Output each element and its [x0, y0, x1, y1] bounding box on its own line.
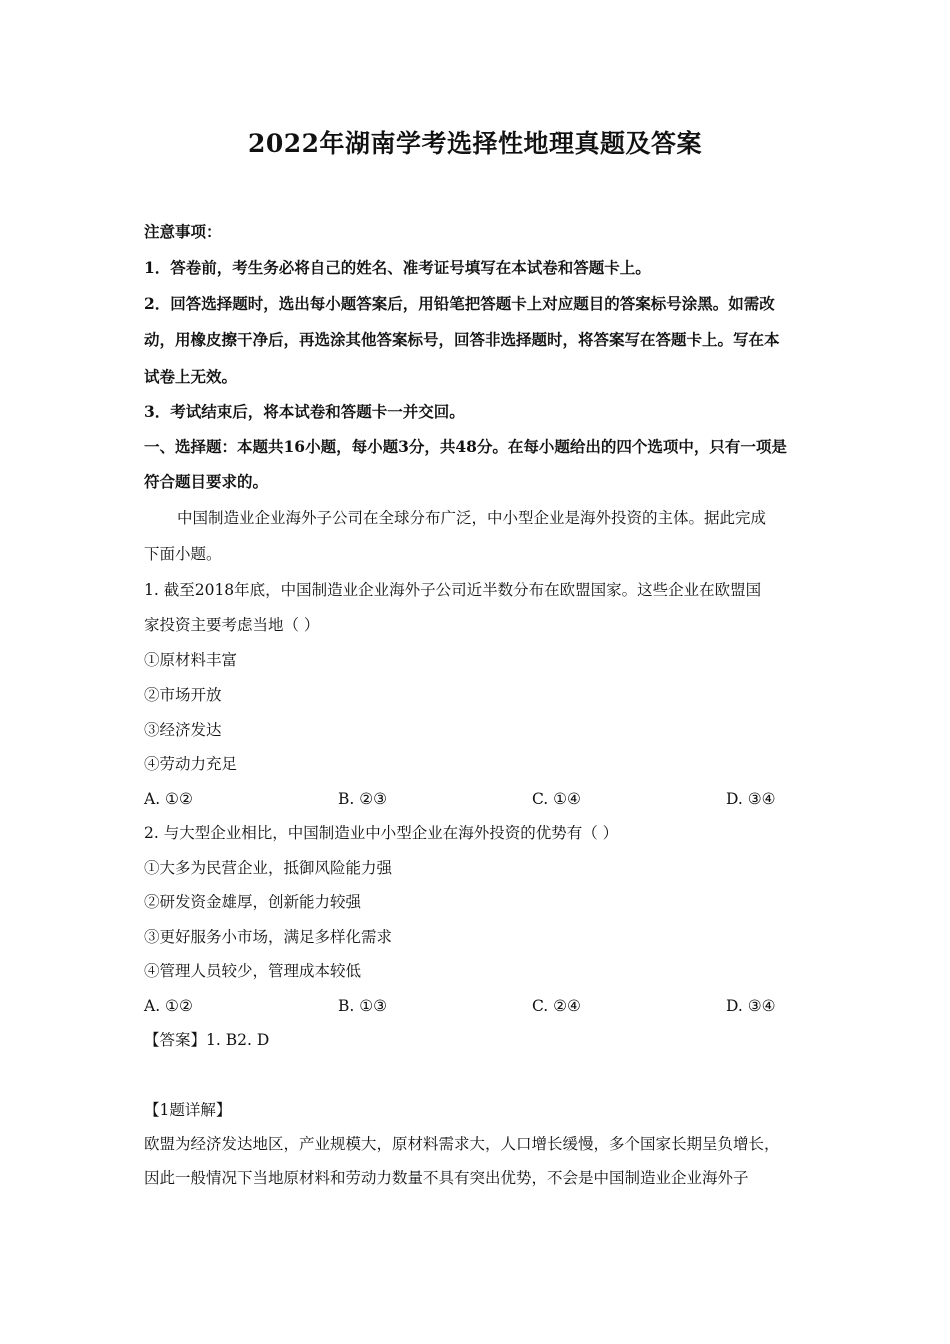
question-1-item-2: ②市场开放	[144, 686, 222, 704]
section-heading-line-1: 一、选择题：本题共16小题，每小题3分，共48分。在每小题给出的四个选项中，只有一项是	[144, 437, 787, 456]
notice-item-1: 1．答卷前，考生务必将自己的姓名、准考证号填写在本试卷和答题卡上。	[144, 258, 651, 277]
stem-line-2: 下面小题。	[144, 545, 222, 563]
section-heading-line-2: 符合题目要求的。	[144, 472, 269, 491]
page-title: 2022年湖南学考选择性地理真题及答案	[247, 129, 703, 158]
stem-line-1: 中国制造业企业海外子公司在全球分布广泛，中小型企业是海外投资的主体。据此完成	[177, 509, 767, 527]
question-2-option-a: A. ①②	[144, 997, 193, 1015]
notice-item-2-line-2: 动，用橡皮擦干净后，再选涂其他答案标号，回答非选择题时，将答案写在答题卡上。写在本	[144, 330, 780, 349]
notice-item-3: 3．考试结束后，将本试卷和答题卡一并交回。	[144, 402, 465, 421]
question-1-option-b: B. ②③	[338, 790, 388, 808]
question-2-item-2: ②研发资金雄厚，创新能力较强	[144, 893, 362, 911]
question-1-option-d: D. ③④	[726, 790, 776, 808]
notice-heading: 注意事项：	[144, 222, 222, 241]
question-1-line-2: 家投资主要考虑当地（ ）	[144, 616, 320, 634]
question-2-item-3: ③更好服务小市场，满足多样化需求	[144, 928, 393, 946]
detail-line-2: 因此一般情况下当地原材料和劳动力数量不具有突出优势，不会是中国制造业企业海外子	[144, 1169, 749, 1187]
question-1-item-4: ④劳动力充足	[144, 755, 238, 773]
question-2-option-b: B. ①③	[338, 997, 388, 1015]
question-1-item-1: ①原材料丰富	[144, 651, 238, 669]
question-2-item-4: ④管理人员较少，管理成本较低	[144, 962, 362, 980]
question-1-line-1: 1. 截至2018年底，中国制造业企业海外子公司近半数分布在欧盟国家。这些企业在欧盟国	[144, 581, 762, 599]
notice-item-2-line-3: 试卷上无效。	[144, 367, 238, 386]
question-2-options	[144, 996, 824, 1016]
question-2-option-d: D. ③④	[726, 997, 776, 1015]
detail-heading: 【1题详解】	[144, 1101, 232, 1119]
question-1-options	[144, 789, 824, 809]
question-1-item-3: ③经济发达	[144, 721, 222, 739]
answer-line: 【答案】1. B2. D	[144, 1031, 270, 1049]
notice-item-2-line-1: 2．回答选择题时，选出每小题答案后，用铅笔把答题卡上对应题目的答案标号涂黑。如需改	[144, 294, 775, 313]
question-2-line-1: 2. 与大型企业相比，中国制造业中小型企业在海外投资的优势有（ ）	[144, 824, 619, 842]
detail-line-1: 欧盟为经济发达地区，产业规模大，原材料需求大，人口增长缓慢，多个国家长期呈负增长，	[144, 1135, 780, 1153]
question-2-item-1: ①大多为民营企业，抵御风险能力强	[144, 859, 393, 877]
question-1-option-c: C. ①④	[532, 790, 581, 808]
question-1-option-a: A. ①②	[144, 790, 193, 808]
question-2-option-c: C. ②④	[532, 997, 581, 1015]
